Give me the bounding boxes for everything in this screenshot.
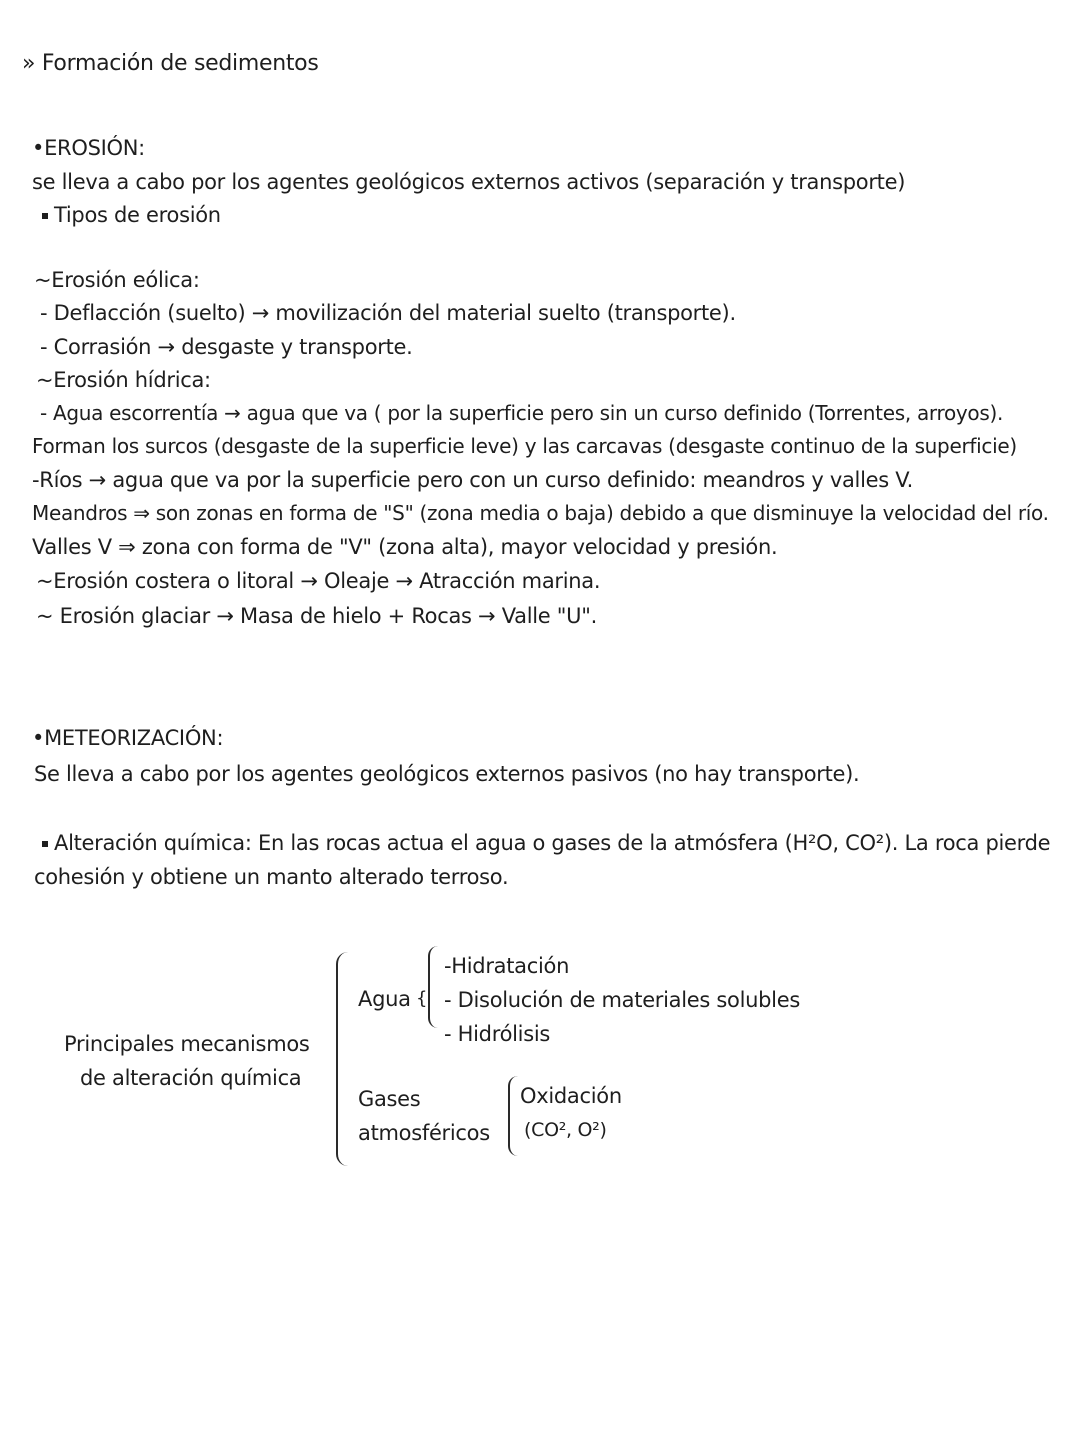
meteorizacion-heading: •METEORIZACIÓN:: [32, 726, 224, 750]
gases-brace: [508, 1076, 520, 1156]
alteracion-text: Alteración química: En las rocas actua el agua o gases de la atmósfera (H²O, CO²). La roca pierde: [54, 831, 1051, 855]
diagram-root-line-2: de alteración química: [80, 1066, 302, 1090]
square-bullet-icon: [42, 213, 48, 219]
erosion-line: ~Erosión eólica:: [34, 268, 200, 292]
gases-line-1: Gases: [358, 1087, 421, 1111]
erosion-line: Valles V ⇒ zona con forma de "V" (zona alta), mayor velocidad y presión.: [32, 535, 778, 559]
erosion-intro: se lleva a cabo por los agentes geológicos externos activos (separación y transporte): [32, 170, 906, 194]
meteorizacion-intro: Se lleva a cabo por los agentes geológicos externos pasivos (no hay transporte).: [34, 762, 860, 786]
square-bullet-icon: [42, 841, 48, 847]
agua-brace-tip: {: [416, 988, 428, 1009]
agua-item: - Hidrólisis: [444, 1022, 551, 1046]
alteracion-line-1: [42, 829, 1050, 857]
gases-line-2: atmosféricos: [358, 1121, 490, 1145]
erosion-line: Forman los surcos (desgaste de la superficie leve) y las carcavas (desgaste continuo de la superficie): [32, 434, 1017, 458]
agua-item: - Disolución de materiales solubles: [444, 988, 800, 1012]
erosion-heading: •EROSIÓN:: [32, 136, 145, 160]
erosion-line: -Ríos → agua que va por la superficie pero con un curso definido: meandros y valles V.: [32, 468, 913, 492]
gases-item: (CO², O²): [524, 1119, 607, 1141]
agua-brace: [428, 946, 440, 1028]
erosion-types-text: Tipos de erosión: [54, 203, 221, 227]
erosion-line: - Agua escorrentía → agua que va ( por la superficie pero sin un curso definido (Torrentes, arroyos).: [40, 401, 1004, 425]
erosion-line: - Deflacción (suelto) → movilización del material suelto (transporte).: [40, 301, 736, 325]
erosion-line: Meandros ⇒ son zonas en forma de "S" (zona media o baja) debido a que disminuye la velocidad del río.: [32, 501, 1049, 525]
alteracion-line-2: cohesión y obtiene un manto alterado terroso.: [34, 865, 509, 889]
erosion-line: - Corrasión → desgaste y transporte.: [40, 335, 413, 359]
erosion-line: ~Erosión costera o litoral → Oleaje → Atracción marina.: [36, 569, 601, 593]
gases-item: Oxidación: [520, 1084, 622, 1108]
main-brace: [336, 952, 352, 1166]
agua-label: Agua: [358, 987, 411, 1011]
diagram-root-line-1: Principales mecanismos: [64, 1032, 310, 1056]
erosion-types-label: [42, 201, 221, 229]
erosion-line: ~Erosión hídrica:: [36, 368, 211, 392]
page-title: » Formación de sedimentos: [22, 51, 319, 76]
agua-item: -Hidratación: [444, 954, 570, 978]
erosion-line: ~ Erosión glaciar → Masa de hielo + Rocas → Valle "U".: [36, 604, 597, 628]
